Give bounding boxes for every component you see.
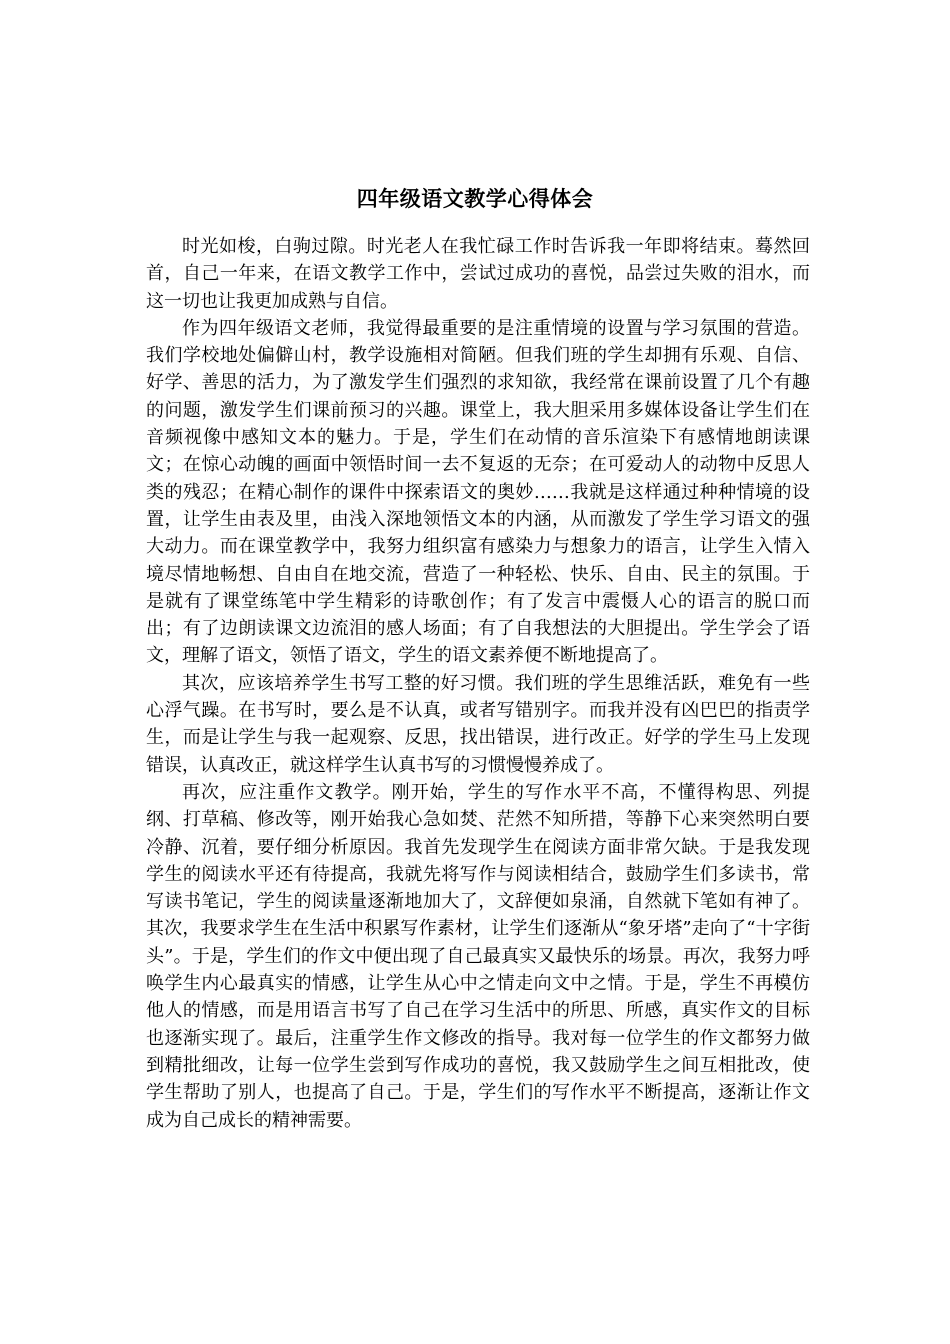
paragraph-intro: 时光如梭，白驹过隙。时光老人在我忙碌工作时告诉我一年即将结束。蓦然回首，自己一年来，在语文教学工作中，尝试过成功的喜悦，品尝过失败的泪水，而这一切也让我更加成熟与自信。 bbox=[146, 236, 810, 312]
paragraph-handwriting: 其次，应该培养学生书写工整的好习惯。我们班的学生思维活跃，难免有一些心浮气躁。在书写时，要么是不认真，或者写错别字。而我并没有凶巴巴的指责学生，而是让学生与我一起观察、反思，找出错误，进行改正。好学的学生马上发现错误，认真改正，就这样学生认真书写的习惯慢慢养成了。 bbox=[146, 672, 810, 776]
document-title: 四年级语文教学心得体会 bbox=[356, 186, 594, 211]
paragraph-composition: 再次，应注重作文教学。刚开始，学生的写作水平不高，不懂得构思、列提纲、打草稿、修改等，刚开始我心急如焚、茫然不知所措，等静下心来突然明白要冷静、沉着，要仔细分析原因。我首先发现学生在阅读方面非常欠缺。于是我发现学生的阅读水平还有待提高，我就先将写作与阅读相结合，鼓励学生们多读书，常写读书笔记，学生的阅读量逐渐地加大了，文辞便如泉涌，自然就下笔如有神了。其次，我要求学生在生活中积累写作素材，让学生们逐渐从“象牙塔”走向了“十字街头”。于是，学生们的作文中便出现了自己最真实又最快乐的场景。再次，我努力呼唤学生内心最真实的情感，让学生从心中之情走向文中之情。于是，学生不再模仿他人的情感，而是用语言书写了自己在学习生活中的所思、所感，真实作文的目标也逐渐实现了。最后，注重学生作文修改的指导。我对每一位学生的作文都努力做到精批细改，让每一位学生尝到写作成功的喜悦，我又鼓励学生之间互相批改，使学生帮助了别人，也提高了自己。于是，学生们的写作水平不断提高，逐渐让作文成为自己成长的精神需要。 bbox=[146, 781, 810, 1131]
paragraph-teaching-context: 作为四年级语文老师，我觉得最重要的是注重情境的设置与学习氛围的营造。我们学校地处偏僻山村，教学设施相对简陋。但我们班的学生却拥有乐观、自信、好学、善思的活力，为了激发学生们强烈的求知欲，我经常在课前设置了几个有趣的问题，激发学生们课前预习的兴趣。课堂上，我大胆采用多媒体设备让学生们在音频视像中感知文本的魅力。于是，学生们在动情的音乐渲染下有感情地朗读课文；在惊心动魄的画面中领悟时间一去不复返的无奈；在可爱动人的动物中反思人类的残忍；在精心制作的课件中探索语文的奥妙……我就是这样通过种种情境的设置，让学生由表及里，由浅入深地领悟文本的内涵，从而激发了学生学习语文的强大动力。而在课堂教学中，我努力组织富有感染力与想象力的语言，让学生入情入境尽情地畅想、自由自在地交流，营造了一种轻松、快乐、自由、民主的氛围。于是就有了课堂练笔中学生精彩的诗歌创作；有了发言中震慑人心的语言的脱口而出；有了边朗读课文边流泪的感人场面；有了自我想法的大胆提出。学生学会了语文，理解了语文，领悟了语文，学生的语文素养便不断地提高了。 bbox=[146, 317, 810, 667]
document-body bbox=[146, 233, 810, 1134]
